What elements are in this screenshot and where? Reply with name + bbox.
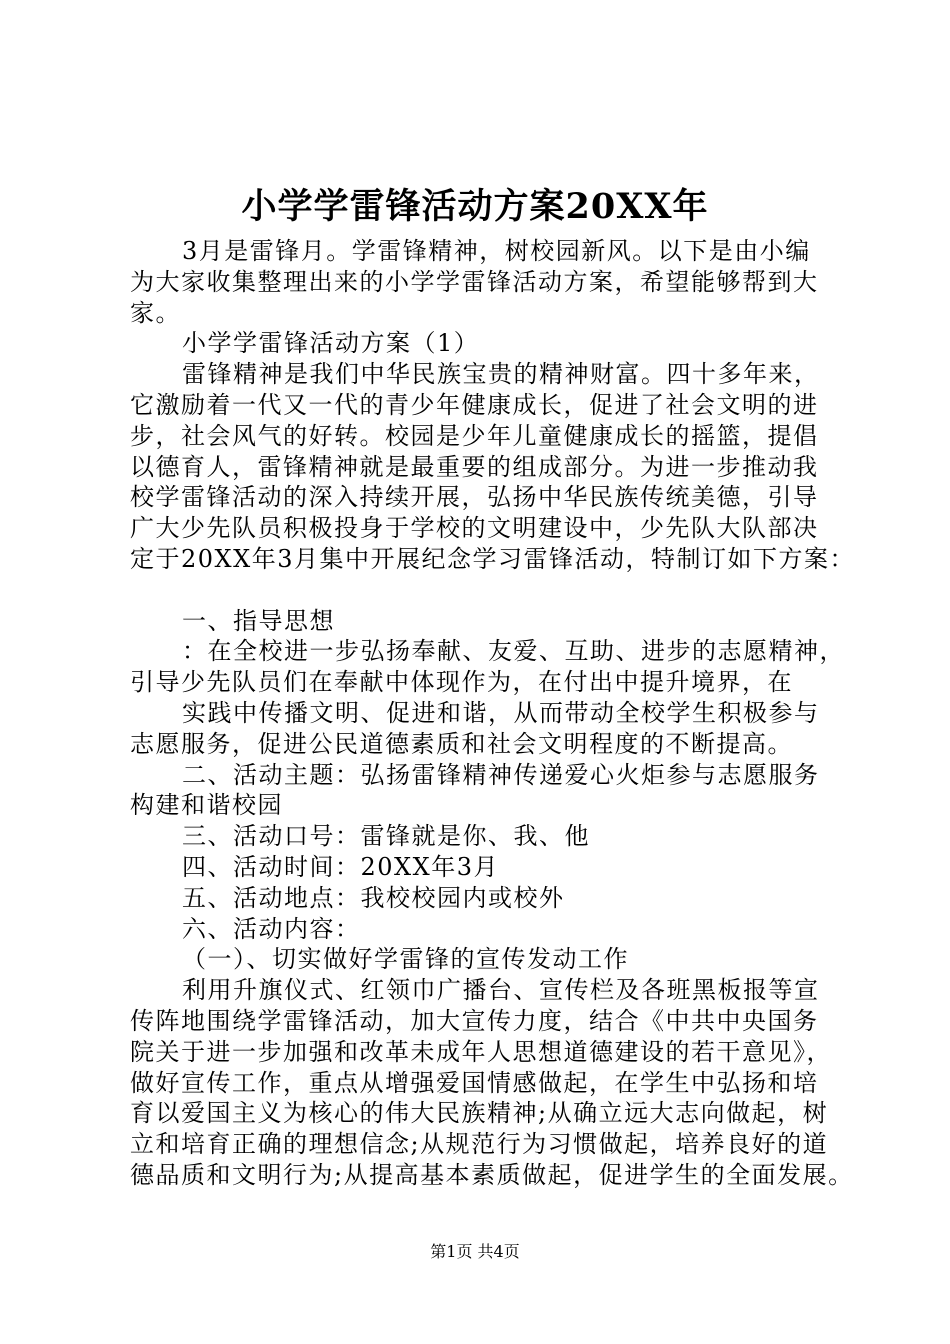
text-line: ：在全校进一步弘扬奉献、友爱、互助、进步的志愿精神， bbox=[182, 637, 845, 666]
section-heading: 小学学雷锋活动方案（1） bbox=[182, 329, 480, 358]
text-line: 校学雷锋活动的深入持续开展，弘扬中华民族传统美德，引导 bbox=[130, 483, 819, 512]
text-line: 3月是雷锋月。学雷锋精神，树校园新风。以下是由小编 bbox=[182, 237, 811, 265]
text-line: 广大少先队员积极投身于学校的文明建设中，少先队大队部决 bbox=[130, 514, 819, 543]
text-line: 育以爱国主义为核心的伟大民族精神;从确立远大志向做起，树 bbox=[130, 1099, 829, 1128]
text-line: 以德育人，雷锋精神就是最重要的组成部分。为进一步推动我 bbox=[130, 452, 819, 481]
text-line: 雷锋精神是我们中华民族宝贵的精神财富。四十多年来， bbox=[182, 360, 820, 389]
section-heading: 四、活动时间：20XX年3月 bbox=[182, 852, 499, 881]
section-heading: 三、活动口号：雷锋就是你、我、他 bbox=[182, 822, 590, 851]
subsection-heading: （一）、切实做好学雷锋的宣传发动工作 bbox=[182, 945, 629, 974]
text-line: 院关于进一步加强和改革未成年人思想道德建设的若干意见》， bbox=[130, 1037, 832, 1066]
document-body bbox=[130, 236, 855, 1191]
blank-line bbox=[130, 575, 850, 606]
text-line: 德品质和文明行为;从提高基本素质做起，促进学生的全面发展。 bbox=[130, 1160, 854, 1189]
text-line: 为大家收集整理出来的小学学雷锋活动方案，希望能够帮到大 bbox=[130, 267, 819, 296]
section-heading: 五、活动地点：我校校园内或校外 bbox=[182, 883, 565, 912]
text-line: 做好宣传工作，重点从增强爱国情感做起，在学生中弘扬和培 bbox=[130, 1068, 819, 1097]
text-line: 利用升旗仪式、红领巾广播台、宣传栏及各班黑板报等宣 bbox=[182, 976, 820, 1005]
text-line: 引导少先队员们在奉献中体现作为，在付出中提升境界，在 bbox=[130, 668, 793, 697]
section-heading: 二、活动主题：弘扬雷锋精神传递爱心火炬参与志愿服务 bbox=[182, 760, 820, 789]
text-line: 构建和谐校园 bbox=[130, 791, 283, 820]
document-title: 小学学雷锋活动方案20XX年 bbox=[241, 186, 709, 227]
text-line: 步，社会风气的好转。校园是少年儿童健康成长的摇篮，提倡 bbox=[130, 421, 819, 450]
text-line: 实践中传播文明、促进和谐，从而带动全校学生积极参与 bbox=[182, 698, 820, 727]
text-line: 家。 bbox=[130, 298, 181, 327]
text-line: 传阵地围绕学雷锋活动，加大宣传力度，结合《中共中央国务 bbox=[130, 1006, 819, 1035]
section-heading: 一、指导思想 bbox=[182, 606, 335, 635]
section-heading: 六、活动内容： bbox=[182, 914, 361, 943]
text-line: 立和培育正确的理想信念;从规范行为习惯做起，培养良好的道 bbox=[130, 1130, 829, 1159]
text-line: 志愿服务，促进公民道德素质和社会文明程度的不断提高。 bbox=[130, 729, 793, 758]
page-number-footer: 第1页 共4页 bbox=[430, 1242, 520, 1261]
text-line: 定于20XX年3月集中开展纪念学习雷锋活动，特制订如下方案： bbox=[130, 544, 855, 573]
text-line: 它激励着一代又一代的青少年健康成长，促进了社会文明的进 bbox=[130, 390, 819, 419]
